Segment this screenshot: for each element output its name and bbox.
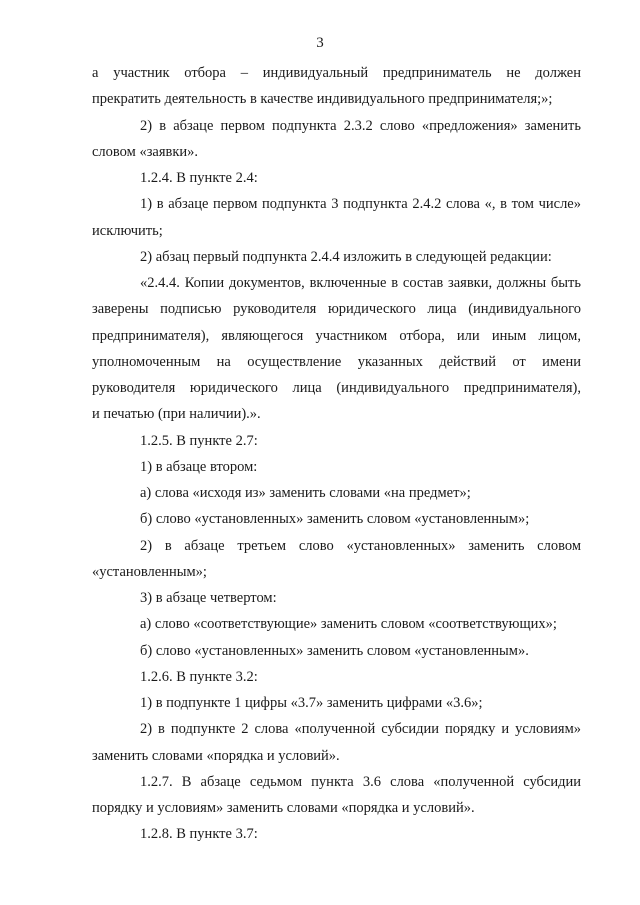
text-line: 3) в абзаце четвертом: <box>140 590 277 606</box>
text-line: 2) в абзаце третьем слово «установленных» заменить словом <box>140 537 581 554</box>
text-line: исключить; <box>92 222 163 239</box>
page-number: 3 <box>316 35 324 51</box>
text-line: «2.4.4. Копии документов, включенные в состав заявки, должны быть <box>140 275 581 291</box>
text-line: порядку и условиям» заменить словами «порядка и условий». <box>92 800 475 816</box>
text-line: предпринимателя), являющегося участником отбора, или иным лицом, <box>92 327 581 344</box>
text-line: руководителя юридического лица (индивидуального предпринимателя), <box>92 380 581 396</box>
document-body <box>92 60 581 848</box>
text-line: 2) в подпункте 2 слова «полученной субсидии порядку и условиям» <box>140 721 581 738</box>
text-line: 1.2.6. В пункте 3.2: <box>140 668 258 685</box>
text-line: б) слово «установленных» заменить словом «установленным»; <box>140 511 530 528</box>
text-line: словом «заявки». <box>92 143 199 160</box>
text-line: уполномоченным на осуществление указанных действий от имени <box>92 353 581 370</box>
text-line: заменить словами «порядка и условий». <box>92 747 340 764</box>
text-line: 1.2.7. В абзаце седьмом пункта 3.6 слова «полученной субсидии <box>140 773 581 790</box>
text-line: 1) в абзаце втором: <box>140 458 258 475</box>
text-line: 2) в абзаце первом подпункта 2.3.2 слово «предложения» заменить <box>140 117 581 134</box>
text-line: прекратить деятельность в качестве индивидуального предпринимателя;»; <box>92 91 553 108</box>
text-line: 1.2.4. В пункте 2.4: <box>140 170 258 186</box>
text-line: 1.2.8. В пункте 3.7: <box>140 826 258 843</box>
text-line: б) слово «установленных» заменить словом «установленным». <box>140 642 529 659</box>
text-line: 1) в подпункте 1 цифры «3.7» заменить цифрами «3.6»; <box>140 695 483 711</box>
text-line: 2) абзац первый подпункта 2.4.4 изложить в следующей редакции: <box>140 248 552 265</box>
text-line: заверены подписью руководителя юридического лица (индивидуального <box>92 301 581 318</box>
text-line: а) слова «исходя из» заменить словами «на предмет»; <box>140 485 471 501</box>
text-line: а участник отбора – индивидуальный предприниматель не должен <box>92 65 581 81</box>
text-line: 1) в абзаце первом подпункта 3 подпункта 2.4.2 слова «, в том числе» <box>140 196 581 213</box>
text-line: 1.2.5. В пункте 2.7: <box>140 432 258 449</box>
text-line: и печатью (при наличии).». <box>92 406 261 423</box>
text-line: «установленным»; <box>92 563 207 580</box>
text-line: а) слово «соответствующие» заменить словом «соответствующих»; <box>140 616 557 633</box>
